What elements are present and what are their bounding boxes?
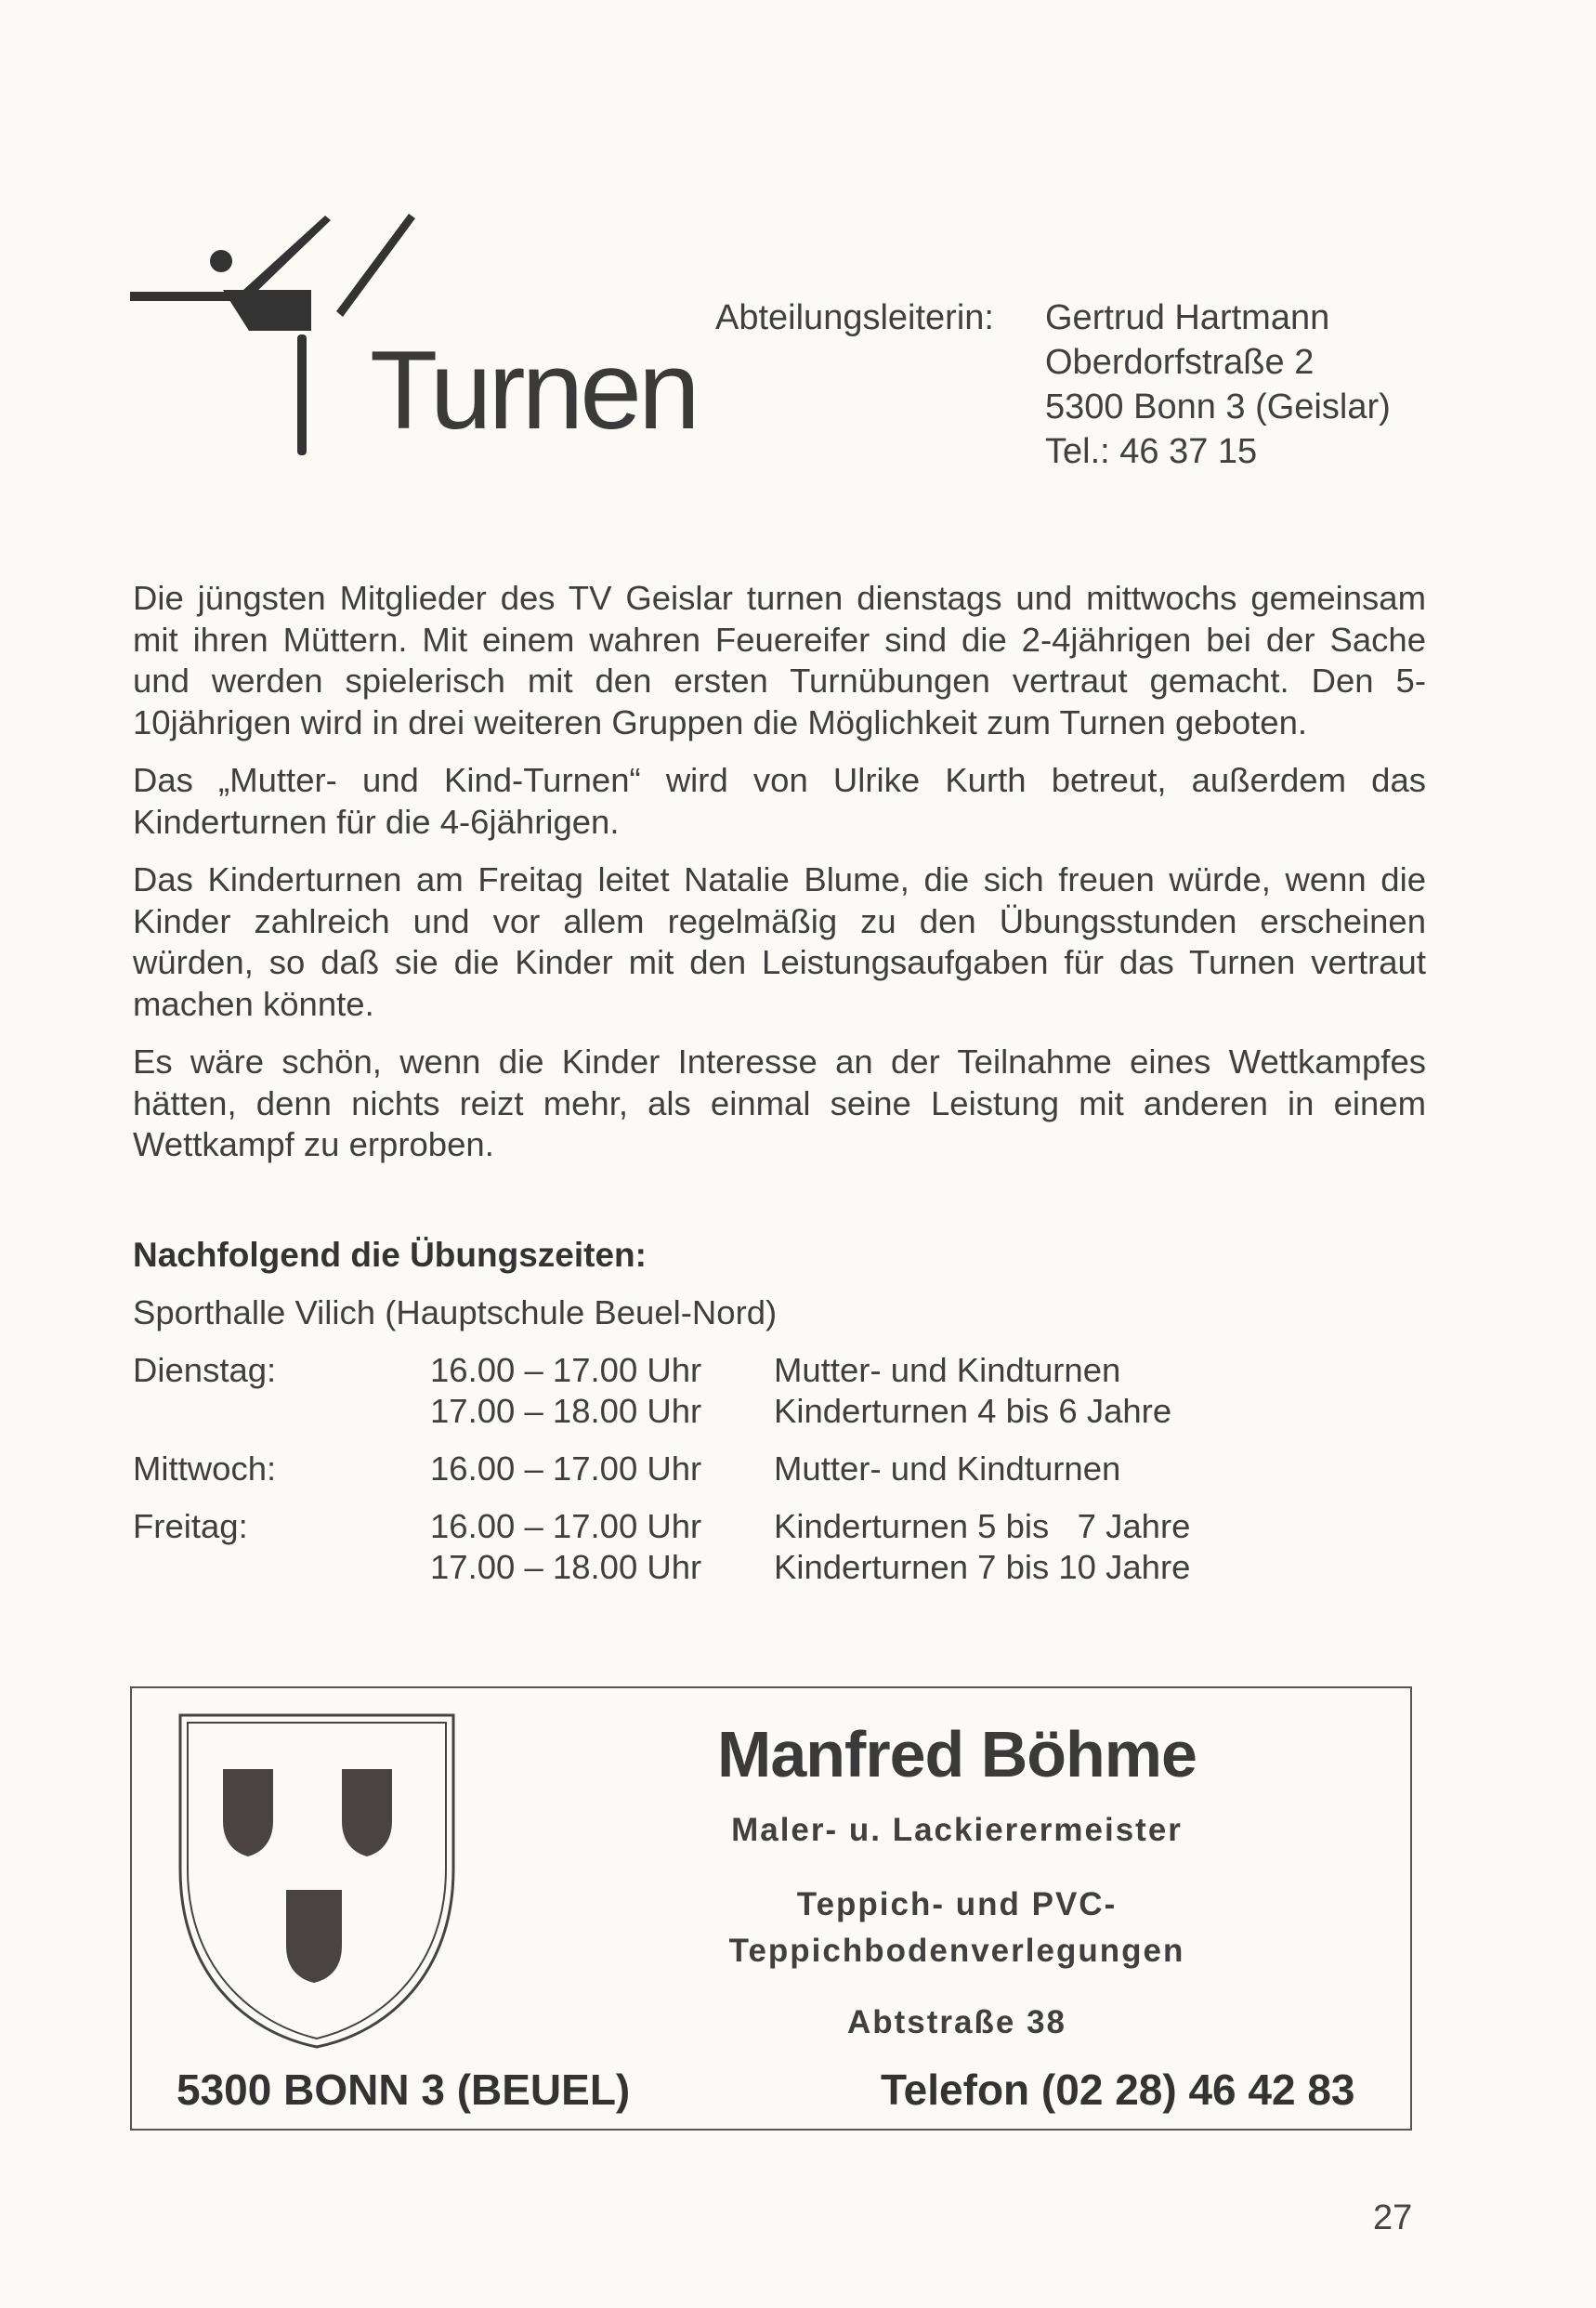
advertiser-service-line: Teppichbodenverlegungen xyxy=(728,1933,1185,1969)
advertiser-service-line: Teppich- und PVC- xyxy=(796,1886,1118,1922)
contact-city: 5300 Bonn 3 (Geislar) xyxy=(1045,387,1391,426)
paragraph: Die jüngsten Mitglieder des TV Geislar turnen dienstags und mittwochs gemeinsam mit ihren Müttern. Mit einem wahren Feuereifer sind die 2-4jährigen bei der Sache und werden spielerisch mit den ersten Turnübungen vertraut gemacht. Den 5-10jährigen wird in drei weiteren Gruppen die Möglichkeit zum Turnen geboten. xyxy=(133,579,1426,741)
contact-phone: Tel.: 46 37 15 xyxy=(1045,432,1258,471)
contact-row xyxy=(715,429,1391,474)
schedule-day-group xyxy=(133,1350,1190,1432)
contact-block xyxy=(715,295,1391,474)
schedule-time: 16.00 – 17.00 Uhr xyxy=(430,1449,702,1488)
advertiser-phone: Telefon (02 28) 46 42 83 xyxy=(881,2065,1355,2114)
schedule-time: 17.00 – 18.00 Uhr xyxy=(430,1392,702,1430)
schedule-time: 16.00 – 17.00 Uhr xyxy=(430,1507,702,1545)
paragraph: Das „Mutter- und Kind-Turnen“ wird von Ulrike Kurth betreut, außerdem das Kinderturnen für die 4-6jährigen. xyxy=(133,761,1426,841)
article-body xyxy=(133,578,1426,1183)
schedule-location: Sporthalle Vilich (Hauptschule Beuel-Nord) xyxy=(133,1293,778,1331)
schedule-row xyxy=(430,1506,1190,1547)
paragraph: Es wäre schön, wenn die Kinder Interesse an der Teilnahme eines Wettkampfes hätten, denn nichts reizt mehr, als einmal seine Leistung mit anderen in einem Wettkampf zu erproben. xyxy=(133,1043,1426,1163)
contact-name: Gertrud Hartmann xyxy=(1045,298,1330,337)
schedule-time: 16.00 – 17.00 Uhr xyxy=(430,1351,702,1389)
schedule-group: Kinderturnen 4 bis 6 Jahre xyxy=(774,1392,1172,1430)
schedule-day: Dienstag: xyxy=(133,1351,277,1389)
advertiser-name: Manfred Böhme xyxy=(717,1718,1197,1790)
contact-street: Oberdorfstraße 2 xyxy=(1045,343,1315,382)
page-number: 27 xyxy=(1373,2198,1413,2237)
schedule-group: Kinderturnen 7 bis 10 Jahre xyxy=(774,1548,1191,1586)
schedule-group: Mutter- und Kindturnen xyxy=(774,1449,1121,1488)
schedule-heading: Nachfolgend die Übungszeiten: xyxy=(133,1236,647,1274)
contact-row xyxy=(715,295,1391,340)
schedule-group: Kinderturnen 5 bis 7 Jahre xyxy=(774,1507,1191,1545)
schedule-row xyxy=(430,1449,1120,1489)
contact-label: Abteilungsleiterin: xyxy=(715,298,994,337)
paragraph: Das Kinderturnen am Freitag leitet Natalie Blume, die sich freuen würde, wenn die Kinder zahlreich und vor allem regelmäßig zu den Übungsstunden erscheinen würden, so daß sie die Kinder mit den Leistungsaufgaben für das Turnen vertraut machen könnte. xyxy=(133,860,1426,1023)
schedule-row xyxy=(430,1547,1190,1588)
schedule-day-group xyxy=(133,1506,1190,1588)
schedule-row xyxy=(430,1391,1171,1432)
contact-row xyxy=(715,385,1391,429)
advertiser-trade: Maler- u. Lackierermeister xyxy=(731,1812,1183,1848)
advertiser-street: Abtstraße 38 xyxy=(846,2004,1067,2040)
schedule-time: 17.00 – 18.00 Uhr xyxy=(430,1548,702,1586)
schedule-day: Freitag: xyxy=(133,1507,248,1545)
schedule-row xyxy=(430,1350,1171,1391)
schedule-day: Mittwoch: xyxy=(133,1449,277,1488)
contact-row xyxy=(715,340,1391,385)
schedule-group: Mutter- und Kindturnen xyxy=(774,1351,1121,1389)
department-title: Turnen xyxy=(370,328,697,452)
schedule-day-group xyxy=(133,1449,1190,1489)
advertiser-city: 5300 BONN 3 (BEUEL) xyxy=(177,2065,631,2114)
schedule-table xyxy=(133,1350,1190,1605)
coat-of-arms-icon xyxy=(177,1711,457,2051)
